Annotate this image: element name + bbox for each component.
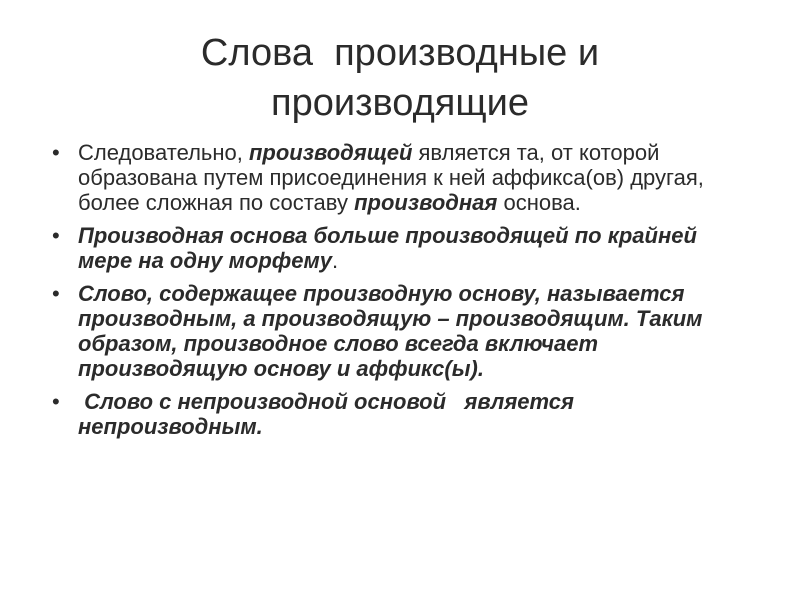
bullet-marker: • (52, 140, 60, 165)
title-line-2: производящие (271, 82, 529, 124)
bullet-1-term-derived: производная (354, 190, 498, 215)
bullet-marker: • (52, 389, 60, 414)
bullet-list (52, 140, 752, 447)
bullet-item-3 (52, 281, 752, 381)
bullet-1-term-producing: производящей (248, 140, 413, 165)
bullet-3-text: Слово, содержащее производную основу, называется производным, а производящую – производящим. Таким образом, производное слово всегда включает производящую основу и аффикс(ы). (78, 281, 703, 381)
bullet-4-text: Слово с непроизводной основой является непроизводным. (78, 389, 581, 439)
bullet-1-text-a: Следовательно, (78, 140, 249, 165)
bullet-1-text-b: является та, от которой образована путем присоединения к ней аффикса(ов) другая, более сложная по составу (78, 140, 704, 215)
bullet-1-text-c: основа. (497, 190, 581, 215)
bullet-item-2 (52, 223, 752, 273)
bullet-item-4 (52, 389, 752, 439)
bullet-2-period: . (331, 248, 339, 273)
slide-title (60, 28, 740, 128)
bullet-marker: • (52, 281, 60, 306)
bullet-2-text: Производная основа больше производящей по крайней мере на одну морфему (78, 223, 697, 273)
title-line-1: Слова производные и (200, 32, 600, 74)
bullet-marker: • (52, 223, 60, 248)
bullet-item-1 (52, 140, 752, 215)
